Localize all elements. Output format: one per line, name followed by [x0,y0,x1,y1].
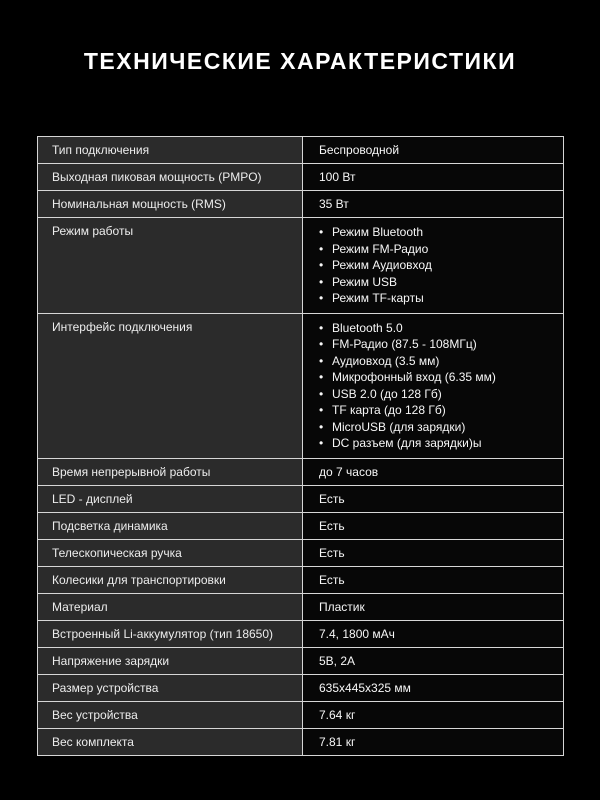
table-row [38,458,564,485]
spec-value-cell: Беспроводной [303,137,564,164]
spec-label-cell: Вес устройства [38,701,303,728]
spec-label-cell: Тип подключения [38,137,303,164]
spec-bullet-item: • Режим Bluetooth [319,224,553,241]
table-row [38,593,564,620]
spec-label-cell: Режим работы [38,218,303,314]
spec-bullet-item: • TF карта (до 128 Гб) [319,402,553,419]
spec-value-cell: 7.4, 1800 мАч [303,620,564,647]
spec-label-cell: Колесики для транспортировки [38,566,303,593]
spec-bullet-item: • DC разъем (для зарядки)ы [319,435,553,452]
table-row [38,191,564,218]
spec-bullet-item: • Аудиовход (3.5 мм) [319,353,553,370]
spec-value-cell: Пластик [303,593,564,620]
spec-value-cell: Есть [303,485,564,512]
table-row [38,701,564,728]
table-row [38,728,564,755]
spec-label-cell: LED - дисплей [38,485,303,512]
spec-label-cell: Интерфейс подключения [38,313,303,458]
table-row [38,164,564,191]
table-row [38,674,564,701]
spec-label-cell: Материал [38,593,303,620]
specs-table [37,136,564,756]
specs-table-body [38,137,564,756]
spec-value-cell: 100 Вт [303,164,564,191]
spec-label-cell: Встроенный Li-аккумулятор (тип 18650) [38,620,303,647]
table-row [38,485,564,512]
table-row [38,137,564,164]
spec-label-cell: Номинальная мощность (RMS) [38,191,303,218]
spec-bullet-item: • Режим FM-Радио [319,241,553,258]
table-row [38,218,564,314]
spec-value-cell [303,218,564,314]
spec-value-cell [303,313,564,458]
spec-value-cell: до 7 часов [303,458,564,485]
spec-bullet-item: • MicroUSB (для зарядки) [319,419,553,436]
table-row [38,313,564,458]
spec-value-cell: Есть [303,566,564,593]
table-row [38,539,564,566]
spec-value-cell: 35 Вт [303,191,564,218]
page-title: ТЕХНИЧЕСКИЕ ХАРАКТЕРИСТИКИ [83,48,517,74]
spec-label-cell: Время непрерывной работы [38,458,303,485]
spec-bullet-item: • Режим TF-карты [319,290,553,307]
spec-label-cell: Напряжение зарядки [38,647,303,674]
spec-value-cell: 7.64 кг [303,701,564,728]
spec-bullet-item: • USB 2.0 (до 128 Гб) [319,386,553,403]
spec-bullet-item: • Микрофонный вход (6.35 мм) [319,369,553,386]
spec-label-cell: Размер устройства [38,674,303,701]
spec-bullet-list [319,224,553,307]
spec-bullet-item: • Режим USB [319,274,553,291]
spec-bullet-item: • FM-Радио (87.5 - 108МГц) [319,336,553,353]
spec-bullet-list [319,320,553,452]
spec-value-cell: 7.81 кг [303,728,564,755]
spec-value-cell: Есть [303,539,564,566]
table-row [38,566,564,593]
spec-label-cell: Вес комплекта [38,728,303,755]
spec-label-cell: Подсветка динамика [38,512,303,539]
table-row [38,512,564,539]
spec-bullet-item: • Bluetooth 5.0 [319,320,553,337]
table-row [38,620,564,647]
spec-label-cell: Выходная пиковая мощность (PMPO) [38,164,303,191]
spec-bullet-item: • Режим Аудиовход [319,257,553,274]
spec-value-cell: 5В, 2А [303,647,564,674]
spec-value-cell: Есть [303,512,564,539]
spec-label-cell: Телескопическая ручка [38,539,303,566]
spec-value-cell: 635x445x325 мм [303,674,564,701]
table-row [38,647,564,674]
